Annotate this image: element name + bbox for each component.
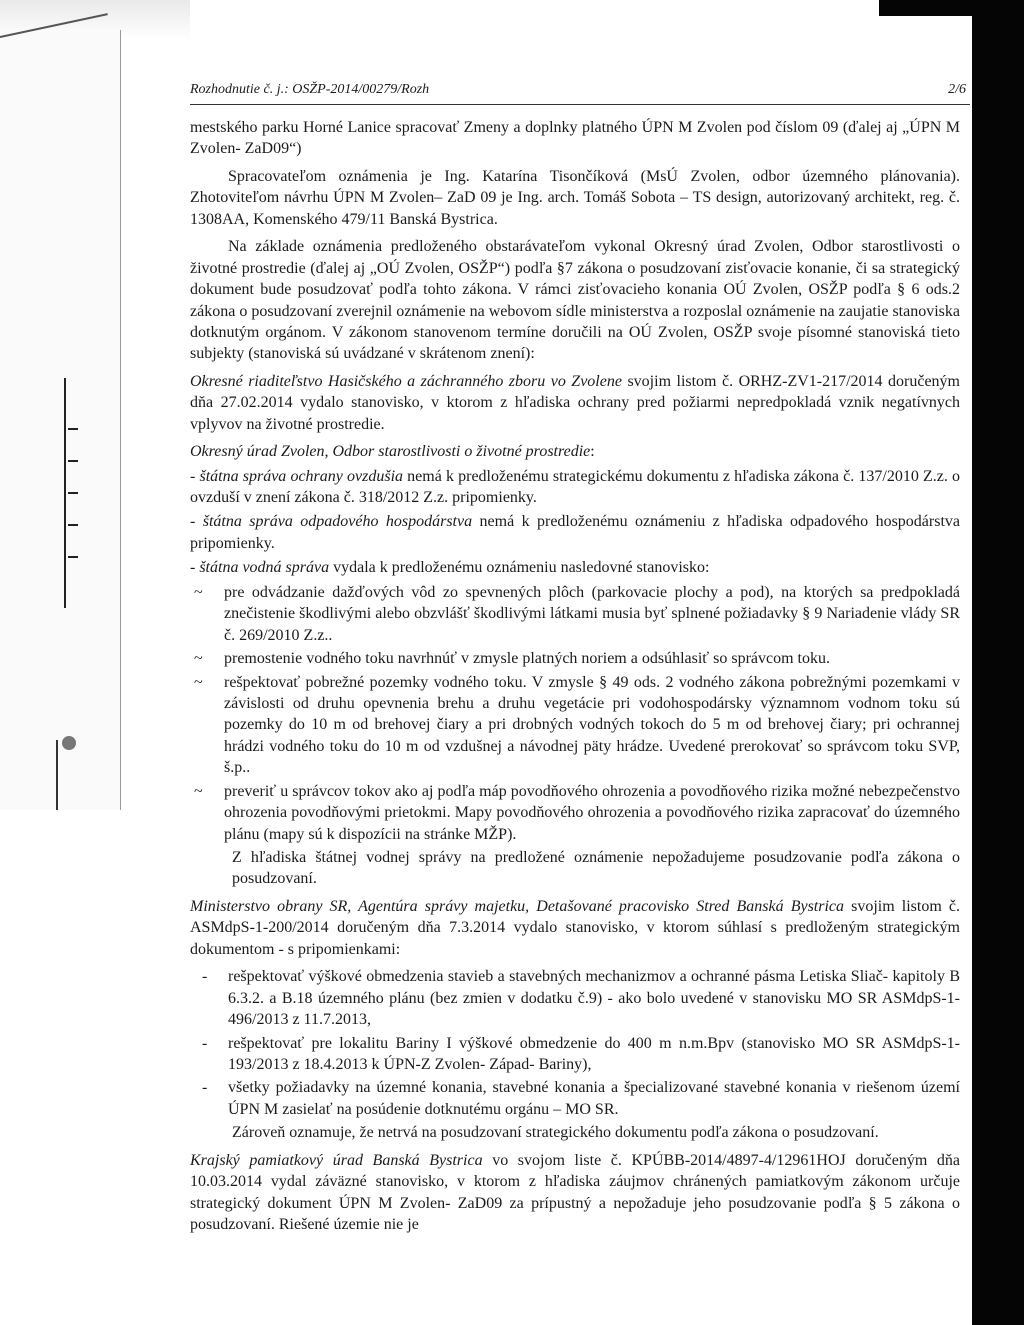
scanner-edge-right (972, 0, 1024, 1325)
colon: : (590, 443, 595, 461)
paragraph: Na základe oznámenia predloženého obstarávateľom vykonal Okresný úrad Zvolen, Odbor starostlivosti o životné prostredie (ďalej aj „OÚ Zvolen, OSŽP“) podľa §7 zákona o posudzovaní zisťovacie konanie, či sa strategický dokument bude posudzovať podľa tohto zákona. V rámci zisťovacieho konania OÚ Zvolen, OSŽP podľa § 6 ods.2 zákona o posudzovaní zverejnil oznámenie na webovom sídle ministerstva a rozposlal oznámenie na zaujatie stanoviska dotknutým orgánom. V zákonom stanovenom termíne doručili na OÚ Zvolen, OSŽP svoje písomné stanoviská tieto subjekty (stanoviská sú uvádzané v skrátenom znení): (190, 238, 960, 363)
statement-ministry-defence (190, 896, 960, 960)
statement-text: svojim listom č. ASMdpS-1-200/2014 doručeným dňa 7.3.2014 vydalo stanovisko, v ktorom súhlasí s predloženým strategickým dokumentom - s pripomienkami: (190, 897, 960, 958)
left-margin-tick (68, 524, 78, 526)
authority-name: Krajský pamiatkový úrad Banská Bystrica (190, 1151, 483, 1169)
agency-name: štátna správa ochrany ovzdušia (199, 467, 404, 485)
list-item-text: rešpektovať výškové obmedzenia stavieb a stavebných mechanizmov a ochranné pásma Letiska Sliač- kapitoly B 6.3.2. a B.18 územného plánu (bez zmien v dodatku č.9) - ako bolo uvedené v stanovisku MO SR ASMdpS-1-496/2013 z 11.7.2013, (228, 968, 960, 1029)
list-item-text: rešpektovať pre lokalitu Bariny I výškové obmedzenie do 400 m n.m.Bpv (stanovisko MO SR ASMdpS-1-193/2013 z 18.4.2013 k ÚPN-Z Zvolen- Západ- Bariny), (228, 1034, 960, 1073)
statement-district-office-heading (190, 441, 960, 462)
list-marker: ~ (194, 673, 203, 691)
statement-text: nemá k predloženému oznámeniu z hľadiska odpadového hospodárstva pripomienky. (190, 513, 961, 552)
list-marker: - (202, 1034, 208, 1052)
statement-water (190, 557, 960, 578)
page-number: 2/6 (948, 82, 966, 97)
left-margin-tick (68, 492, 78, 494)
statement-text: svojim listom č. ORHZ-ZV1-217/2014 doručeným dňa 27.02.2014 vydalo stanovisko, v ktorom z hľadiska ochrany pred požiarmi nepredpokladá vznik negatívnych vplyvov na životné prostredie. (190, 372, 961, 433)
list-item-text: preveriť u správcov tokov ako aj podľa máp povodňového ohrozenia a povodňového rizika možné nebezpečenstvo ohrozenia povodňovými prietokmi. Mapy povodňového ohrozenia a povodňového rizika zapracovať do územného plánu (mapy sú k dispozícii na stránke MŽP). (224, 782, 960, 843)
document-body (190, 105, 960, 1235)
paragraph: Spracovateľom oznámenia je Ing. Katarína Tisončíková (MsÚ Zvolen, odbor územného plánovania). Zhotoviteľom návrhu ÚPN M Zvolen– ZaD 09 je Ing. arch. Tomáš Sobota – TS design, autorizovaný architekt, reg. č. 1308AA, Komenského 479/11 Banská Bystrica. (190, 167, 960, 228)
list-marker: - (202, 1079, 208, 1097)
water-requirement-item (190, 781, 960, 845)
statement-waste (190, 511, 960, 554)
left-margin-tick (68, 460, 78, 462)
scanner-edge-top (879, 0, 1024, 16)
list-item-text: pre odvádzanie dažďových vôd zo spevnených plôch (parkovacie plochy a pod), na ktorých sa predpokladá znečistenie škodlivými alebo obzvlášť škodlivými látkami musia byť splnené požiadavky § 9 Nariadenie vlády SR č. 269/2010 Z.z.. (224, 583, 960, 644)
list-marker: ~ (194, 583, 203, 601)
list-item-text: rešpektovať pobrežné pozemky vodného toku. V zmysle § 49 ods. 2 vodného zákona pobrežnými pozemkami v závislosti od druhu opevnenia brehu a druhu vegetácie pri vodohospodársky významnom vodnom toku sú pozemky do 10 m od brehovej čiary a pri drobných vodných tokoch do 5 m od brehovej čiary; pri ochrannej hrádzi vodného toku do 10 m od vzdušnej a návodnej päty hrádze. Uvedené prerokovať so správcom toku SVP, š.p.. (224, 673, 960, 777)
defence-conclusion: Zároveň oznamuje, že netrvá na posudzovaní strategického dokumentu podľa zákona o posudzovaní. (232, 1124, 879, 1142)
list-marker: - (202, 968, 208, 986)
list-marker: ~ (194, 650, 203, 668)
left-margin-tick (68, 556, 78, 558)
authority-name: Ministerstvo obrany SR, Agentúra správy majetku, Detašované pracovisko Stred Banská Bystrica (190, 897, 845, 915)
dash: - (190, 513, 203, 531)
defence-requirement-item (190, 1077, 960, 1120)
authority-name: Okresný úrad Zvolen, Odbor starostlivosti o životné prostredie (190, 443, 591, 461)
statement-text: vydala k predloženému oznámeniu nasledovné stanovisko: (329, 559, 710, 577)
statement-fire-rescue (190, 371, 960, 435)
water-conclusion: Z hľadiska štátnej vodnej správy na predložené oznámenie nepožadujeme posudzovanie podľa zákona o posudzovaní. (232, 849, 960, 888)
list-item-text: premostenie vodného toku navrhnúť v zmysle platných noriem a odsúhlasiť so správcom toku. (224, 650, 830, 668)
list-item-text: všetky požiadavky na územné konania, stavebné konania a špecializované stavebné konania v riešenom území ÚPN M zasielať na posúdenie dotknutému orgánu – MO SR. (228, 1079, 960, 1118)
defence-requirement-item (190, 1033, 960, 1076)
statement-monuments-office (190, 1150, 960, 1236)
list-marker: ~ (194, 782, 203, 800)
water-requirement-item (190, 582, 960, 646)
back-sheet (0, 30, 121, 810)
statement-air (190, 466, 960, 509)
decision-reference: Rozhodnutie č. j.: OSŽP-2014/00279/Rozh (190, 82, 430, 97)
left-margin-line (56, 740, 84, 810)
dash: - (190, 467, 200, 485)
defence-requirement-item (190, 966, 960, 1030)
paragraph: mestského parku Horné Lanice spracovať Zmeny a doplnky platného ÚPN M Zvolen pod číslom 09 (ďalej aj „ÚPN M Zvolen- ZaD09“) (190, 119, 960, 158)
authority-name: Okresné riaditeľstvo Hasičského a záchranného zboru vo Zvolene (190, 372, 622, 390)
water-requirement-item (190, 648, 960, 669)
left-margin-tick (68, 428, 78, 430)
dash: - (190, 559, 200, 577)
agency-name: štátna vodná správa (199, 559, 330, 577)
statement-text: vo svojom liste č. KPÚBB-2014/4897-4/12961HOJ doručeným dňa 10.03.2014 vydal záväzné stanovisko, v ktorom z hľadiska záujmov chránených pamiatkovým zákonom určuje strategický dokument ÚPN M Zvolen- ZaD09 za prípustný a nepožaduje jeho posudzovanie podľa § 5 zákona o posudzovaní. Riešené územie nie je (190, 1151, 961, 1233)
agency-name: štátna správa odpadového hospodárstva (202, 513, 473, 531)
document-page (190, 60, 970, 1325)
statement-text: nemá k predloženému strategickému dokumentu z hľadiska zákona č. 137/2010 Z.z. o ovzduší v znení zákona č. 318/2012 Z.z. pripomienky. (190, 467, 960, 506)
water-requirement-item (190, 672, 960, 779)
page-header (190, 60, 970, 105)
